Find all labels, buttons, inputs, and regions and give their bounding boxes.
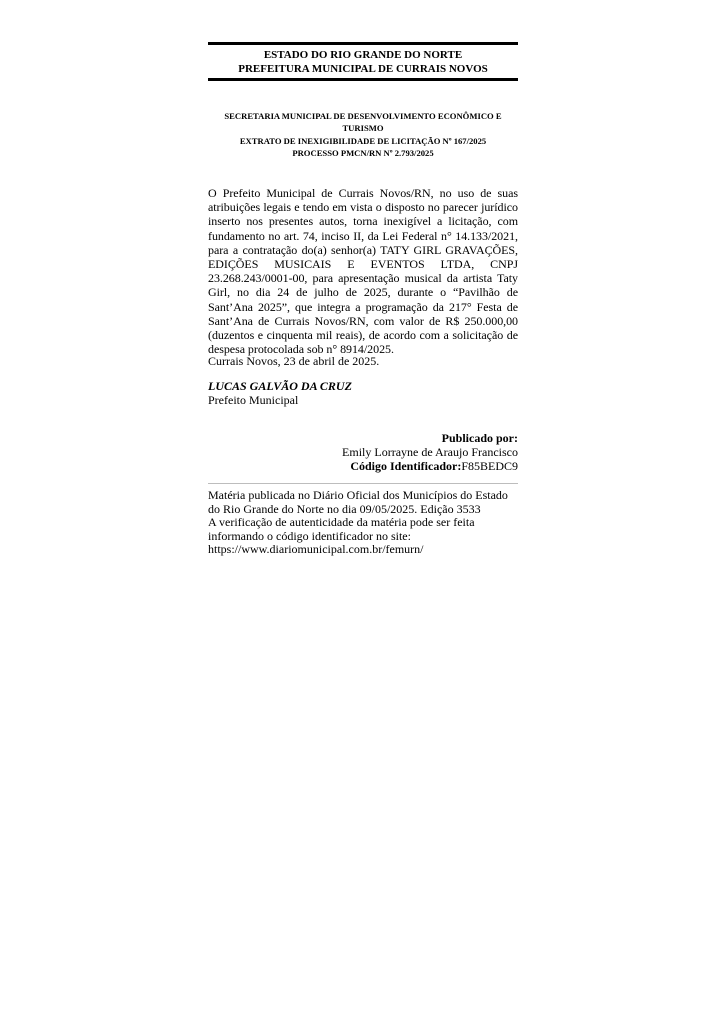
- body-paragraph: O Prefeito Municipal de Currais Novos/RN, no uso de suas atribuições legais e tendo em vista o disposto no parecer jurídico inserto nos presentes autos, torna inexigível a licitação, com fundamento no art. 74, inciso II, da Lei Federal n° 14.133/2021, para a contratação do(a) senhor(a) TATY GIRL GRAVAÇÕES, EDIÇÕES MUSICAIS E EVENTOS LTDA, CNPJ 23.268.243/0001-00, para apresentação musical da artista Taty Girl, no dia 24 de julho de 2025, durante o “Pavilhão de Sant’Ana 2025”, que integra a programação da 217° Festa de Sant’Ana de Currais Novos/RN, com valor de R$ 250.000,00 (duzentos e cinquenta mil reais), de acordo com a solicitação de despesa protocolada sob n° 8914/2025.: [208, 186, 518, 357]
- extrato-title: EXTRATO DE INEXIGIBILIDADE DE LICITAÇÃO Nº 167/2025: [239, 135, 487, 146]
- footer-divider: [208, 483, 518, 484]
- header-state-line: ESTADO DO RIO GRANDE DO NORTE: [263, 49, 463, 61]
- footer-note: [208, 489, 518, 557]
- processo-title: PROCESSO PMCN/RN Nº 2.793/2025: [292, 148, 434, 159]
- secretaria-title: SECRETARIA MUNICIPAL DE DESENVOLVIMENTO ECONÔMICO E TURISMO: [224, 111, 502, 134]
- header-prefecture-line: PREFEITURA MUNICIPAL DE CURRAIS NOVOS: [238, 63, 488, 75]
- publication-block: [208, 431, 518, 473]
- published-by-label: Publicado por:: [441, 431, 518, 445]
- footer-line-1: Matéria publicada no Diário Oficial dos Municípios do Estado: [208, 488, 508, 502]
- publisher-name: Emily Lorrayne de Araujo Francisco: [342, 445, 518, 459]
- document-header: [208, 42, 518, 81]
- identifier-code-line: [208, 459, 518, 473]
- footer-line-4: informando o código identificador no site:: [208, 528, 411, 543]
- identifier-code-value: F85BEDC9: [461, 459, 518, 473]
- footer-line-3: A verificação de autenticidade da matéria pode ser feita: [208, 515, 475, 530]
- signer-role: Prefeito Municipal: [208, 393, 299, 407]
- footer-line-2: do Rio Grande do Norte no dia 09/05/2025. Edição 3533: [208, 501, 481, 516]
- section-title: [208, 110, 518, 160]
- identifier-code-label: Código Identificador:: [350, 459, 462, 473]
- footer-url-link[interactable]: https://www.diariomunicipal.com.br/femurn/: [208, 542, 424, 557]
- date-line: Currais Novos, 23 de abril de 2025.: [208, 354, 380, 368]
- signer-name: LUCAS GALVÃO DA CRUZ: [208, 379, 352, 393]
